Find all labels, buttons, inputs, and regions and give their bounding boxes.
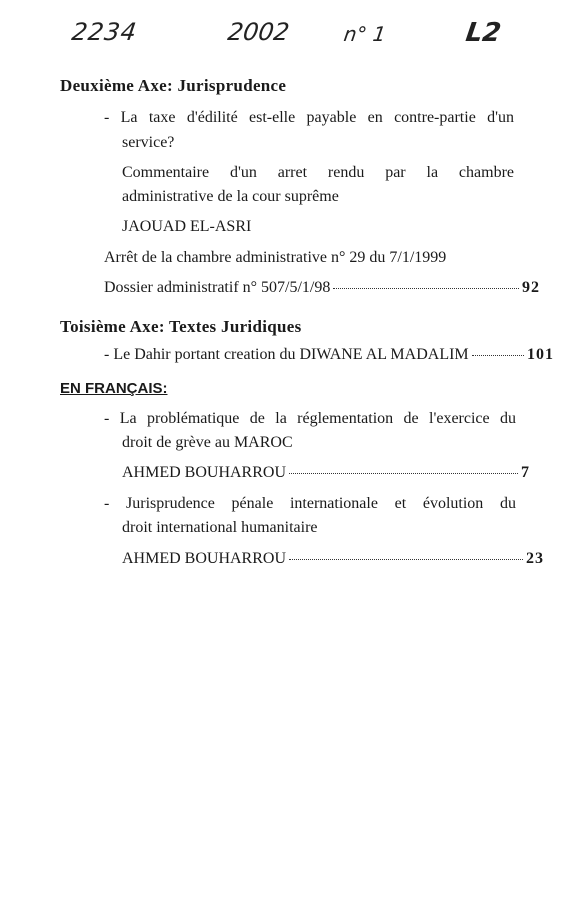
toc-entry-line: Commentaire d'un arret rendu par la chambre — [122, 164, 514, 181]
toc-entry-line: service? — [122, 134, 175, 151]
toc-row — [104, 279, 540, 297]
toc-entry-text: Dossier administratif n° 507/5/1/98 — [104, 279, 331, 296]
toc-row — [104, 346, 554, 364]
page-number: 101 — [527, 346, 554, 363]
leader-dots — [472, 355, 524, 356]
section-heading-jurisprudence: Deuxième Axe: Jurisprudence — [60, 76, 287, 95]
page-number: 7 — [521, 464, 530, 481]
handwritten-mark: L2 — [463, 18, 503, 48]
toc-entry-text: - Le Dahir portant creation du DIWANE AL MADALIM — [104, 346, 469, 363]
toc-entry-line: - La taxe d'édilité est-elle payable en contre-partie d'un — [104, 109, 514, 126]
toc-entry-line: Arrêt de la chambre administrative n° 29 du 7/1/1999 — [104, 249, 447, 266]
leader-dots — [289, 473, 518, 474]
leader-dots — [333, 288, 519, 289]
toc-entry-line: - Jurisprudence pénale internationale et évolution du — [104, 495, 516, 512]
toc-row — [122, 464, 530, 482]
page-number: 23 — [526, 550, 544, 567]
toc-author: AHMED BOUHARROU — [122, 464, 287, 481]
handwritten-ref: 2234 — [70, 18, 140, 46]
toc-entry-line: administrative de la cour suprême — [122, 188, 339, 205]
leader-dots — [289, 559, 523, 560]
handwritten-year: 2002 — [226, 18, 292, 46]
section-heading-textes-juridiques: Toisième Axe: Textes Juridiques — [60, 317, 302, 336]
page-number: 92 — [522, 279, 540, 296]
section-heading-francais: EN FRANÇAIS: — [60, 380, 168, 397]
toc-author: JAOUAD EL-ASRI — [122, 218, 252, 235]
toc-entry-line: droit de grève au MAROC — [122, 434, 293, 451]
toc-row — [122, 550, 544, 568]
handwritten-issue: n° 1 — [342, 22, 388, 46]
toc-author: AHMED BOUHARROU — [122, 550, 287, 567]
toc-entry-line: - La problématique de la réglementation de l'exercice du — [104, 410, 516, 427]
toc-entry-line: droit international humanitaire — [122, 519, 318, 536]
